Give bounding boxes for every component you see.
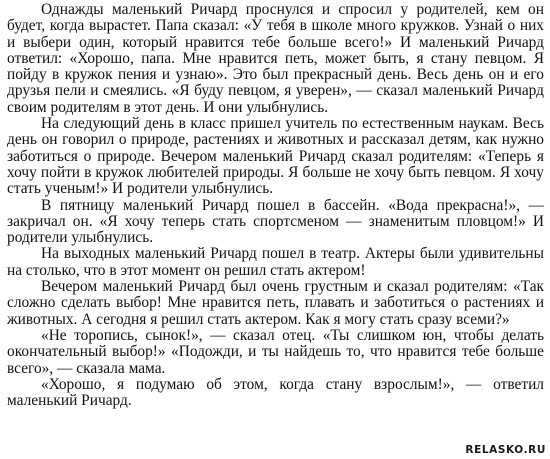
paragraph-4: На выходных маленький Ричард пошел в театр. Актеры были удивительны на столько, что в этот момент он решил стать актером! [7, 245, 544, 279]
document-text [7, 2, 544, 409]
site-watermark: RELASKO.RU [465, 444, 546, 456]
paragraph-3: В пятницу маленький Ричард пошел в бассейн. «Вода прекрасна!», — закричал он. «Я хочу теперь стать спортсменом — знаменитым пловцом!» И родители улыбнулись. [7, 196, 544, 247]
paragraph-5: Вечером маленький Ричард был очень грустным и сказал родителям: «Так сложно сделать выбор! Мне нравится петь, плавать и заботиться о растениях и животных. А сегодня я решил стать актером. Как я могу стать сразу всеми?» [7, 278, 544, 328]
paragraph-2: На следующий день в класс пришел учитель по естественным наукам. Весь день он говорил о природе, растениях и животных и рассказал детям, как нужно заботиться о природе. Вечером маленький Ричард сказал родителям: «Теперь я хочу пойти в кружок любителей природы. Я больше не хочу быть певцом. Я хочу стать ученым!» И родители улыбнулись. [7, 115, 544, 198]
paragraph-7: «Хорошо, я подумаю об этом, когда стану взрослым!», — ответил маленький Ричард. [7, 375, 544, 410]
paragraph-6: «Не торопись, сынок!», — сказал отец. «Ты слишком юн, чтобы делать окончательный выбор!» «Подожди, и ты найдешь то, что нравится тебе больше всего», — сказала мама. [7, 326, 544, 377]
paragraph-1: Однажды маленький Ричард проснулся и спросил у родителей, кем он будет, когда вырастет. Папа сказал: «У тебя в школе много кружков. Узнай о них и выбери один, который нравится тебе больше всего!» И маленький Ричард ответил: «Хорошо, папа. Мне нравится петь, может быть, я стану певцом. Я пойду в кружок пения и узнаю». Это был прекрасный день. Весь день он и его друзья пели и смеялись. «Я буду певцом, я уверен», — сказал маленький Ричард своим родителям в этот день. И они улыбнулись. [7, 1, 544, 116]
